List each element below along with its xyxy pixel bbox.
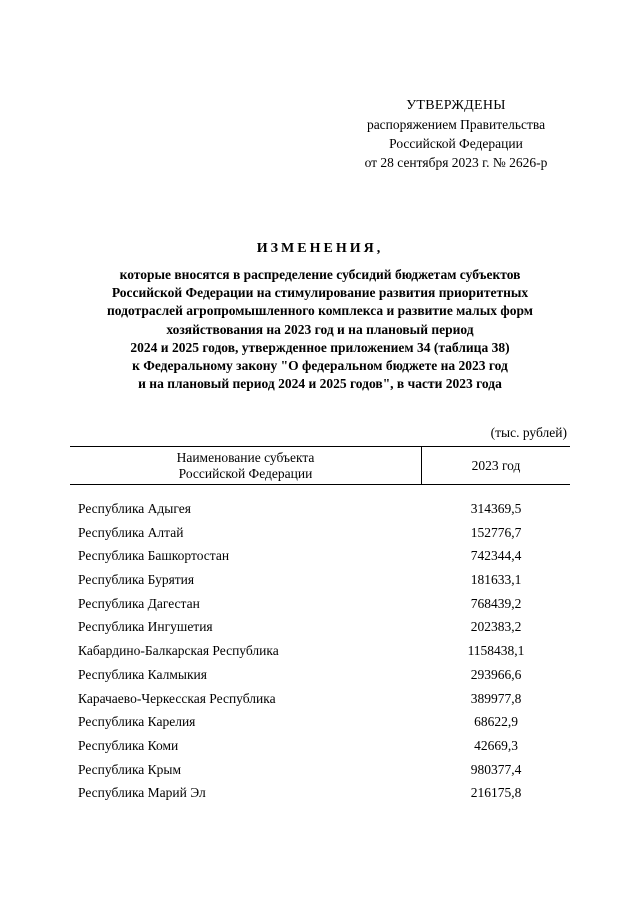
subtitle-line: Российской Федерации на стимулирование развития приоритетных <box>111 285 529 301</box>
table-row <box>70 758 570 782</box>
approval-line-3: от 28 сентября 2023 г. № 2626-р <box>364 155 548 170</box>
approval-title: УТВЕРЖДЕНЫ <box>406 98 506 113</box>
row-subject: Республика Башкортостан <box>78 548 230 564</box>
table-row <box>70 734 570 758</box>
row-amount: 742344,4 <box>470 548 522 564</box>
approval-stamp <box>336 96 576 172</box>
row-amount: 314369,5 <box>470 501 522 516</box>
table-header <box>70 446 570 485</box>
document-heading: ИЗМЕНЕНИЯ, <box>256 241 384 256</box>
row-amount: 389977,8 <box>470 690 522 706</box>
row-amount: 216175,8 <box>470 785 522 801</box>
row-amount: 768439,2 <box>470 595 522 611</box>
subtitle-line: и на плановый период 2024 и 2025 годов", в части 2023 года <box>138 376 502 392</box>
subtitle-line: хозяйствования на 2023 год и на плановый период <box>166 321 474 337</box>
approval-line-2: Российской Федерации <box>389 136 523 151</box>
row-subject: Республика Марий Эл <box>78 785 206 801</box>
row-subject: Карачаево-Черкесская Республика <box>78 690 276 706</box>
row-subject: Кабардино-Балкарская Республика <box>78 643 279 659</box>
row-amount: 202383,2 <box>470 619 522 635</box>
table-row <box>70 639 570 663</box>
row-amount: 42669,3 <box>474 737 518 753</box>
row-subject: Республика Крым <box>78 761 182 777</box>
row-amount: 68622,9 <box>474 714 518 730</box>
table-row <box>70 687 570 711</box>
table-row <box>70 781 570 805</box>
header-subject-line-1: Наименование субъекта <box>176 449 315 465</box>
table-row <box>70 592 570 616</box>
row-subject: Республика Адыгея <box>78 501 191 516</box>
table-row <box>70 663 570 687</box>
subtitle-line: к Федеральному закону "О федеральном бюджете на 2023 год <box>132 358 508 374</box>
row-subject: Республика Карелия <box>78 714 196 730</box>
header-subject-name <box>70 447 421 484</box>
row-amount: 1158438,1 <box>467 643 525 659</box>
table-row <box>70 521 570 545</box>
approval-line-1: распоряжением Правительства <box>366 117 546 132</box>
header-subject-line-2: Российской Федерации <box>178 465 313 481</box>
row-subject: Республика Ингушетия <box>78 619 213 635</box>
row-amount: 181633,1 <box>470 572 522 588</box>
table-row <box>70 568 570 592</box>
table-row <box>70 615 570 639</box>
header-year: 2023 год <box>471 457 521 473</box>
document-subtitle <box>70 266 570 393</box>
table-body <box>70 497 570 805</box>
unit-label: (тыс. рублей) <box>490 425 567 440</box>
row-subject: Республика Калмыкия <box>78 666 207 682</box>
row-amount: 152776,7 <box>470 524 522 540</box>
row-subject: Республика Дагестан <box>78 595 200 611</box>
subtitle-line: подотраслей агропромышленного комплекса и развитие малых форм <box>107 303 533 319</box>
table-row <box>70 544 570 568</box>
row-subject: Республика Коми <box>78 737 179 753</box>
row-subject: Республика Алтай <box>78 524 184 540</box>
table-row <box>70 710 570 734</box>
row-amount: 293966,6 <box>470 666 522 682</box>
row-amount: 980377,4 <box>470 761 522 777</box>
table-row <box>70 497 570 521</box>
subtitle-line: которые вносятся в распределение субсидий бюджетам субъектов <box>119 267 521 282</box>
subtitle-line: 2024 и 2025 годов, утвержденное приложением 34 (таблица 38) <box>130 339 510 355</box>
row-subject: Республика Бурятия <box>78 572 195 588</box>
